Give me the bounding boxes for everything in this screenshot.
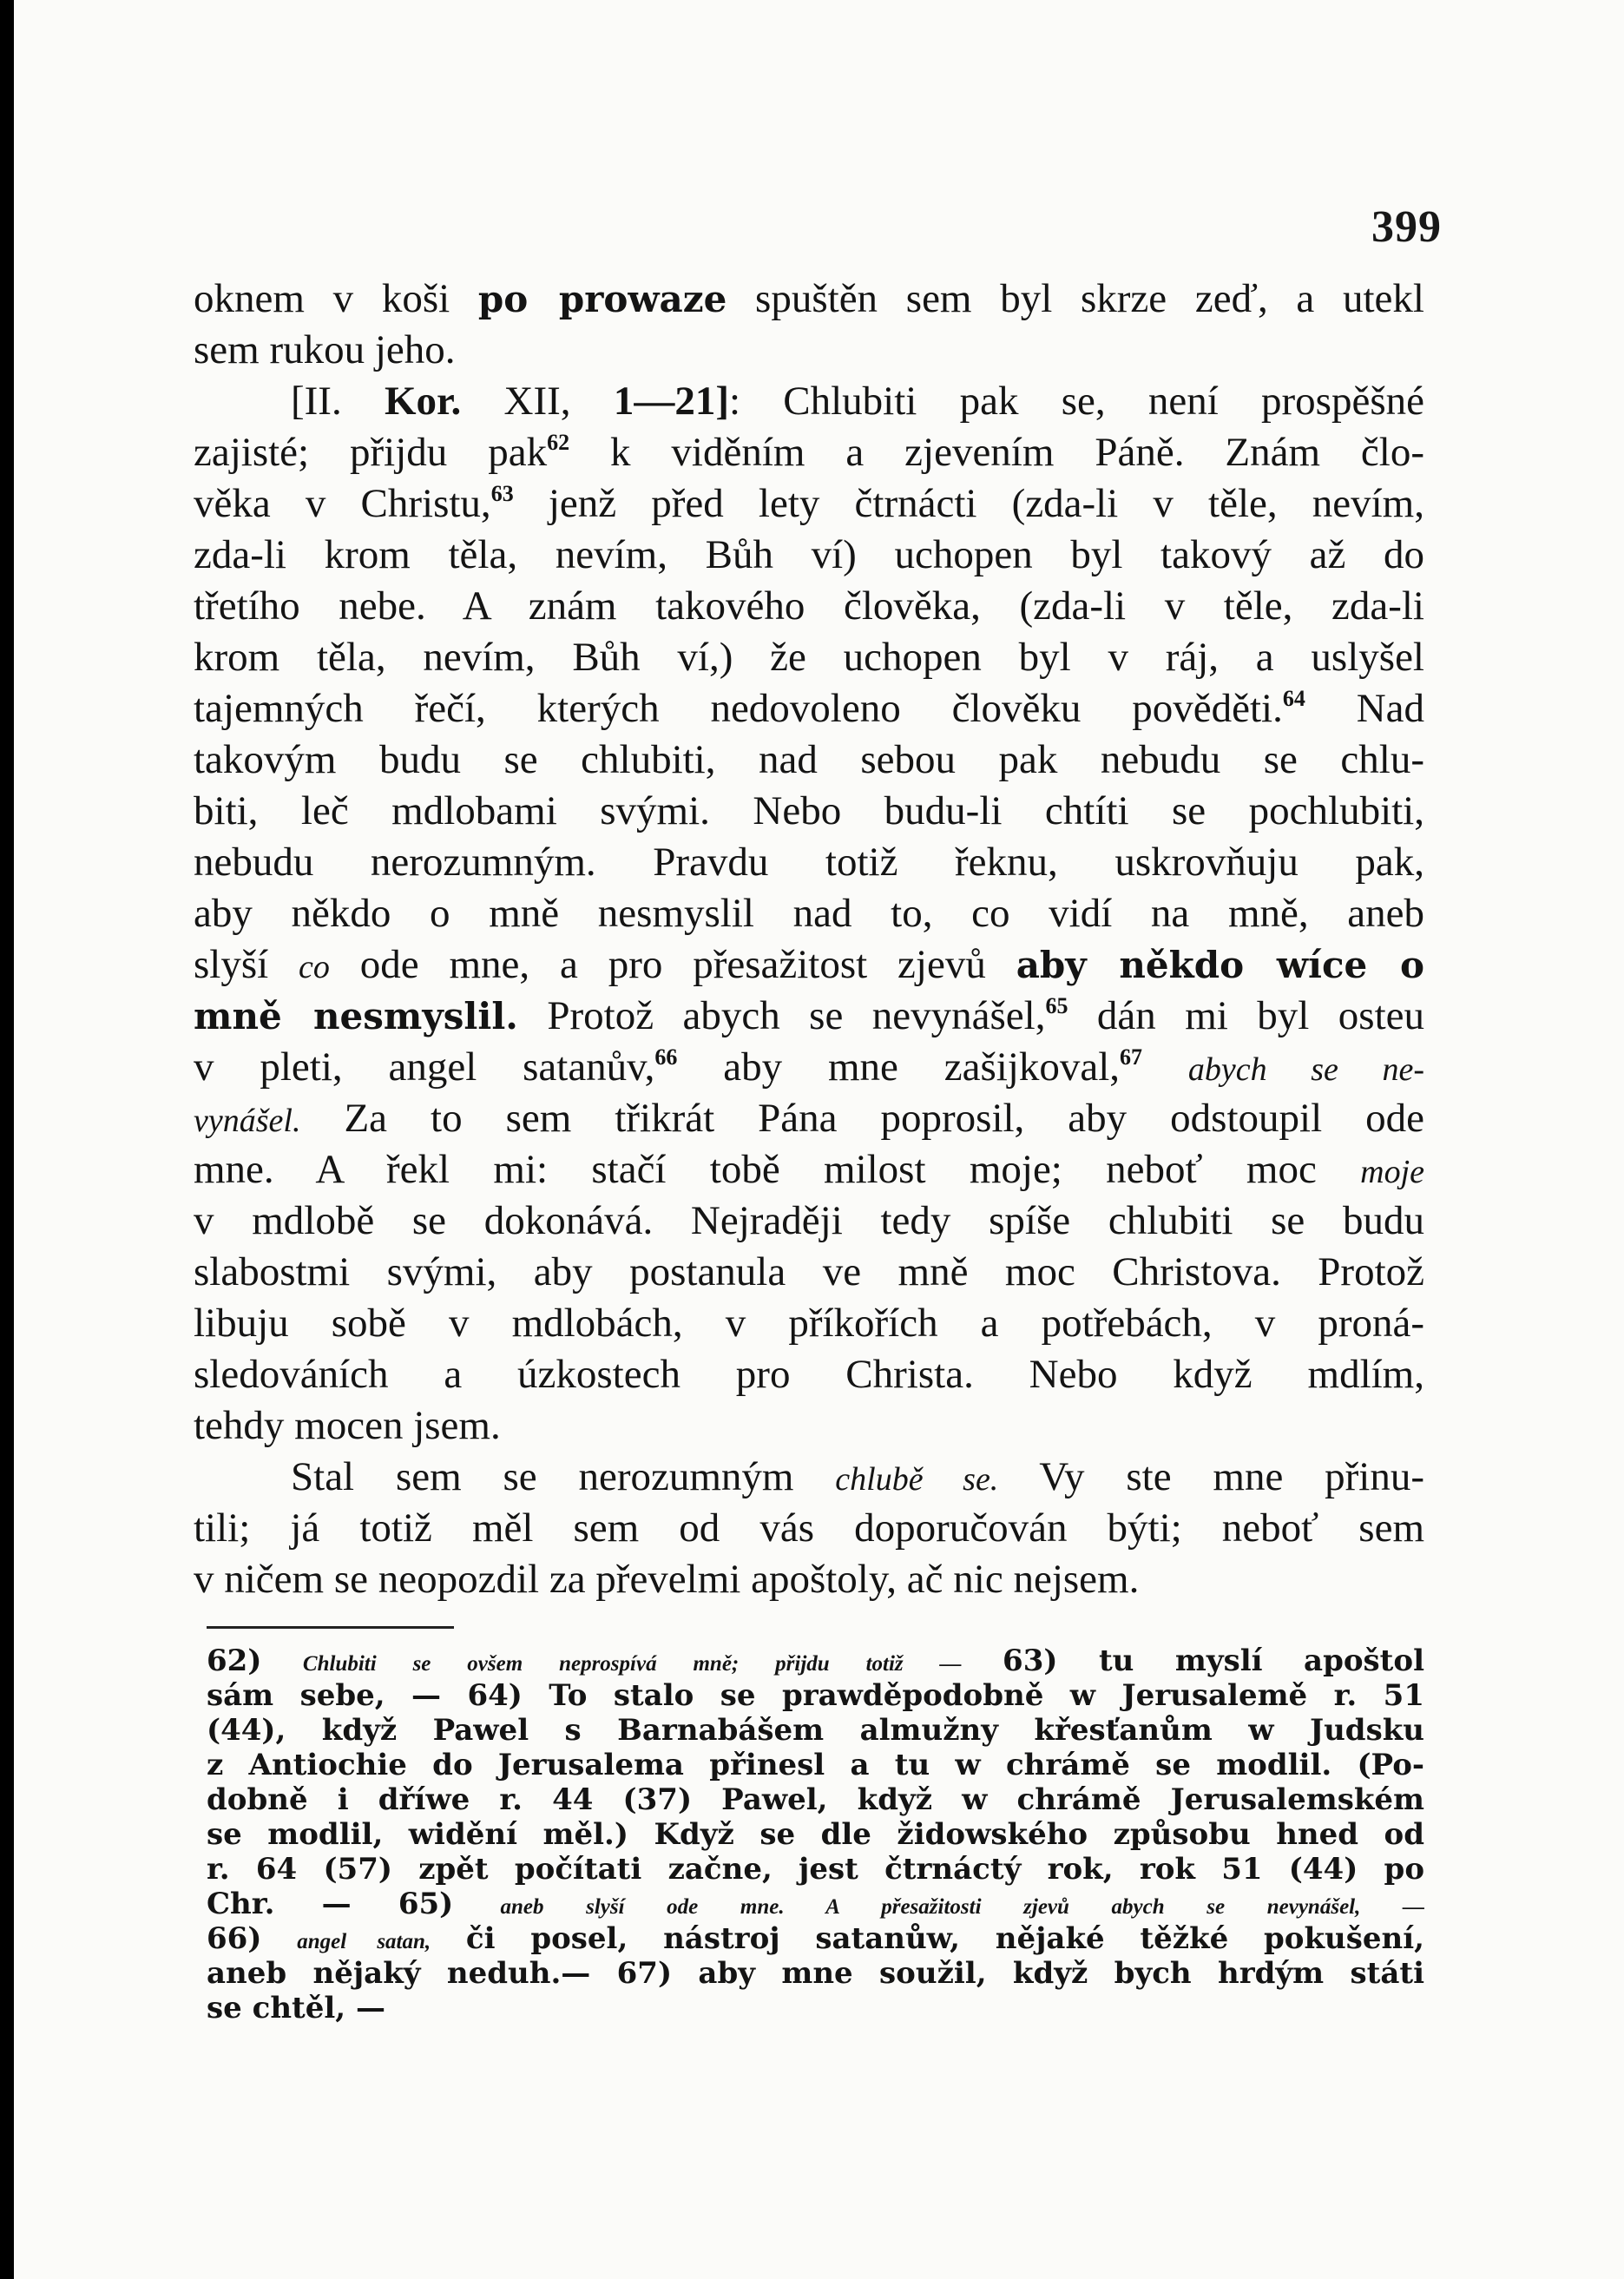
body-line — [194, 888, 1424, 939]
body-text — [194, 273, 1424, 1605]
body-line — [194, 1093, 1424, 1144]
body-line — [194, 734, 1424, 786]
body-text-run: jenž před lety čtrnácti (zda-li v těle, nevím, — [513, 481, 1424, 526]
body-italic-run: chlubě se. — [835, 1461, 999, 1498]
footnotes — [207, 1643, 1424, 2025]
footnote-divider — [207, 1626, 454, 1629]
footnote-text-run: či posel, nástroj satanůw, nějaké těžké pokušení, — [431, 1921, 1424, 1956]
book-page — [14, 0, 1624, 2279]
body-text-run: Vy ste mne přinu- — [998, 1454, 1424, 1499]
body-text-run: v pleti, angel satanův, — [194, 1044, 655, 1090]
body-line — [194, 683, 1424, 734]
body-text-run: dán mi byl osteu — [1068, 993, 1425, 1038]
body-line — [194, 478, 1424, 530]
footnote-line — [207, 1991, 1424, 2025]
footnote-text-run: Chr. — 65) — [207, 1887, 501, 1921]
body-text-run: aby mne zašijkoval, — [677, 1044, 1121, 1090]
footnote-line — [207, 1748, 1424, 1782]
body-sup-run: 63 — [490, 481, 514, 506]
body-sup-run: 67 — [1120, 1044, 1143, 1070]
footnote-text-run: sám sebe, — 64) To stalo se prawděpodobně w Jerusalemě r. 51 — [207, 1678, 1424, 1713]
body-line — [194, 1452, 1424, 1503]
page-number: 399 — [1371, 202, 1442, 252]
footnote-text-run: 62) — [207, 1643, 303, 1678]
body-bold-run: Kor. — [384, 379, 462, 424]
body-text-run: tehdy mocen jsem. — [194, 1403, 501, 1448]
body-text-run: sledováních a úzkostech pro Christa. Nebo když mdlím, — [194, 1352, 1424, 1397]
footnote-text-run: r. 64 (57) zpět počítati začne, jest čtrnáctý rok, rok 51 (44) po — [207, 1852, 1424, 1887]
body-text-run: mne. A řekl mi: stačí tobě milost moje; neboť moc — [194, 1147, 1361, 1192]
body-line — [194, 991, 1424, 1042]
body-text-run: spuštěn sem byl skrze zeď, a utekl — [727, 276, 1424, 321]
body-text-run: Protož abych se nevynášel, — [517, 993, 1046, 1038]
footnote-text-run: z Antiochie do Jerusalema přinesl a tu w chrámě se modlil. (Po- — [207, 1748, 1424, 1782]
footnote-line — [207, 1643, 1424, 1678]
footnote-line — [207, 1887, 1424, 1921]
footnote-small-run: Chlubiti se ovšem neprospívá mně; přijdu totiž — — [302, 1652, 962, 1676]
body-text-run: ode mne, a pro přesažitost zjevů — [329, 942, 1016, 987]
body-text-run: slabostmi svými, aby postanula ve mně moc Christova. Protož — [194, 1249, 1424, 1294]
footnote-line — [207, 1713, 1424, 1748]
body-line — [194, 1042, 1424, 1093]
footnote-text-run: se modlil, widění měl.) Když se dle židowského způsobu hned od — [207, 1817, 1424, 1852]
body-italic-run: vynášel. — [194, 1103, 301, 1139]
body-sup-run: 66 — [654, 1044, 678, 1070]
footnote-line — [207, 1678, 1424, 1713]
footnote-text-run: se chtěl, — — [207, 1991, 385, 2025]
body-line — [194, 1298, 1424, 1349]
body-sup-run: 62 — [547, 430, 570, 455]
body-text-run: slyší — [194, 942, 299, 987]
body-line — [194, 1503, 1424, 1554]
body-italic-run: moje — [1360, 1154, 1424, 1190]
footnote-line — [207, 1817, 1424, 1852]
footnote-text-run: dobně i dříwe r. 44 (37) Pawel, když w chrámě Jerusalemském — [207, 1782, 1424, 1817]
body-text-run: zda-li krom těla, nevím, Bůh ví) uchopen byl takový až do — [194, 532, 1424, 577]
body-line — [194, 786, 1424, 837]
body-text-run: aby někdo o mně nesmyslil nad to, co vidí na mně, aneb — [194, 891, 1424, 936]
body-line — [194, 325, 1424, 376]
body-blackletter-run: po prowaze — [477, 278, 727, 320]
body-line — [194, 1400, 1424, 1452]
body-text-run: [II. — [291, 379, 385, 424]
body-text-run: třetího nebe. A znám takového člověka, (zda-li v těle, zda-li — [194, 583, 1424, 629]
body-line — [194, 1144, 1424, 1195]
body-text-run: Nad — [1305, 686, 1424, 731]
body-text-run — [1142, 1044, 1188, 1090]
body-text-run: XII, — [461, 379, 614, 424]
body-line — [194, 1554, 1424, 1605]
body-text-run: nebudu nerozumným. Pravdu totiž řeknu, uskrovňuju pak, — [194, 840, 1424, 885]
footnote-small-run: angel satan, — [297, 1930, 431, 1953]
body-line — [194, 273, 1424, 325]
body-sup-run: 65 — [1045, 993, 1068, 1018]
footnote-text-run: aneb nějaký neduh.— 67) aby mne soužil, když bych hrdým státi — [207, 1956, 1424, 1991]
body-italic-run: co — [299, 949, 330, 985]
body-text-run: biti, leč mdlobami svými. Nebo budu-li chtíti se pochlubiti, — [194, 788, 1424, 833]
body-text-run: Stal sem se nerozumným — [291, 1454, 836, 1499]
footnote-line — [207, 1921, 1424, 1956]
body-sup-run: 64 — [1282, 686, 1305, 711]
body-text-run: věka v Christu, — [194, 481, 491, 526]
body-text-run: v ničem se neopozdil za převelmi apoštoly, ač nic nejsem. — [194, 1557, 1140, 1602]
body-line — [194, 1195, 1424, 1247]
body-text-run: oknem v koši — [194, 276, 478, 321]
body-line — [194, 1247, 1424, 1298]
body-line — [194, 530, 1424, 581]
body-text-run: takovým budu se chlubiti, nad sebou pak nebudu se chlu- — [194, 737, 1424, 782]
body-text-run: sem rukou jeho. — [194, 327, 456, 372]
footnote-text-run: 66) — [207, 1921, 298, 1956]
footnote-line — [207, 1852, 1424, 1887]
body-text-run: zajisté; přijdu pak — [194, 430, 548, 475]
body-text-run: libuju sobě v mdlobách, v příkořích a potřebách, v proná- — [194, 1301, 1424, 1346]
body-bold-run: 1—21] — [613, 379, 729, 424]
body-text-run: tili; já totiž měl sem od vás doporučován býti; neboť sem — [194, 1505, 1424, 1551]
footnote-text-run: 63) tu myslí apoštol — [961, 1643, 1424, 1678]
body-blackletter-run: aby někdo wíce o — [1016, 944, 1424, 986]
footnote-small-run: aneb slyší ode mne. A přesažitosti zjevů abych se nevynášel, — — [500, 1895, 1424, 1919]
body-line — [194, 939, 1424, 991]
footnote-line — [207, 1956, 1424, 1991]
body-text-run: v mdlobě se dokonává. Nejraději tedy spíše chlubiti se budu — [194, 1198, 1424, 1243]
body-text-run: krom těla, nevím, Bůh ví,) že uchopen byl v ráj, a uslyšel — [194, 635, 1424, 680]
body-text-run: tajemných řečí, kterých nedovoleno člověku pověděti. — [194, 686, 1283, 731]
body-blackletter-run: mně nesmyslil. — [194, 995, 518, 1037]
body-text-run: k viděním a zjevením Páně. Znám člo- — [569, 430, 1424, 475]
body-text-run: Za to sem třikrát Pána poprosil, aby odstoupil ode — [300, 1096, 1424, 1141]
body-line — [194, 837, 1424, 888]
body-text-run: : Chlubiti pak se, není prospěšné — [728, 379, 1424, 424]
footnote-line — [207, 1782, 1424, 1817]
body-line — [194, 581, 1424, 632]
body-line — [194, 427, 1424, 478]
body-line — [194, 1349, 1424, 1400]
body-italic-run: abych se ne- — [1187, 1051, 1424, 1088]
footnote-text-run: (44), když Pawel s Barnabášem almužny křesťanům w Judsku — [207, 1713, 1424, 1748]
body-line — [194, 376, 1424, 427]
body-line — [194, 632, 1424, 683]
